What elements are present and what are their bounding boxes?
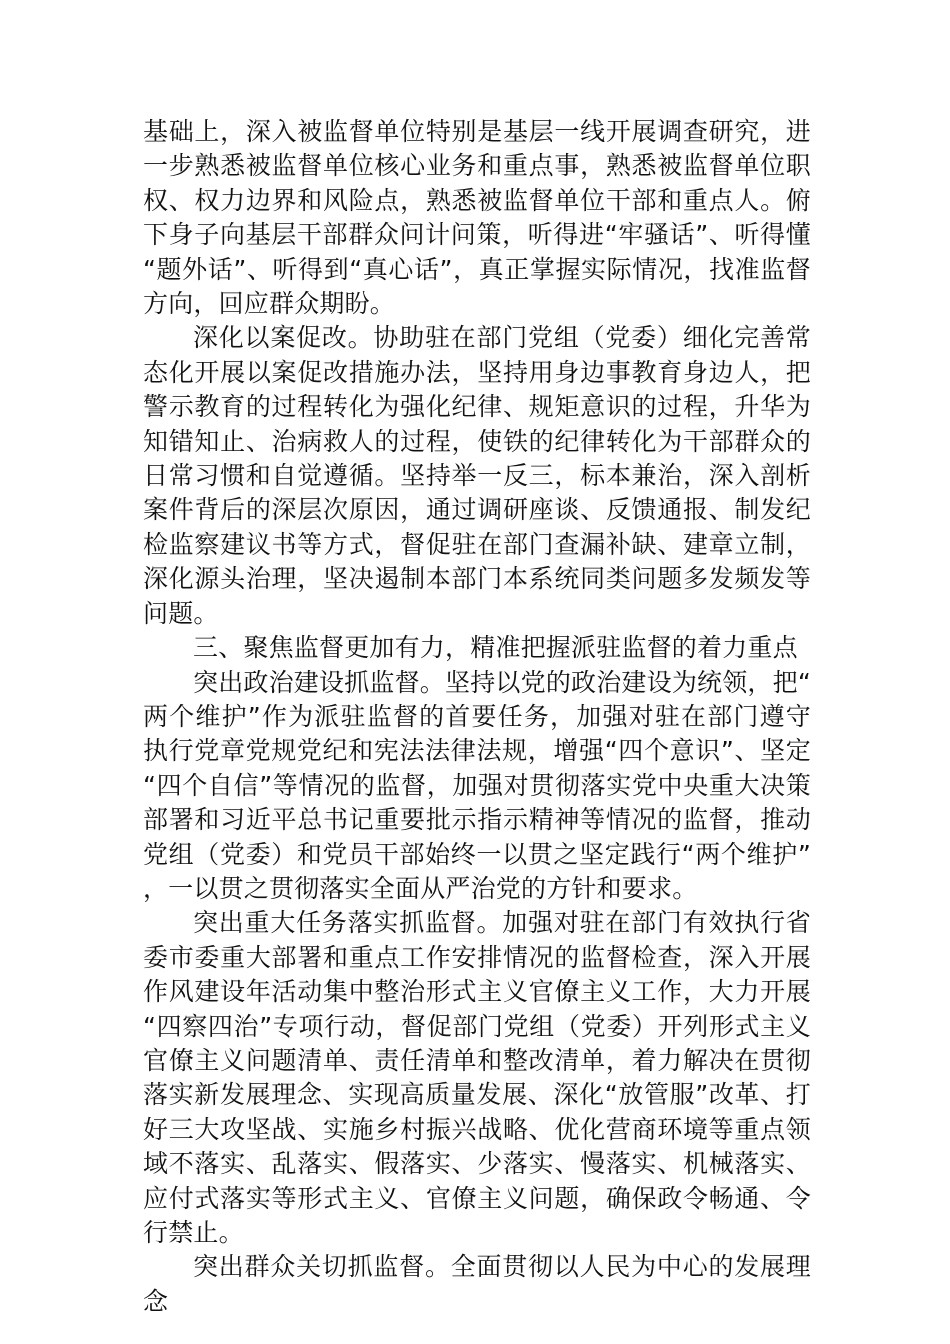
paragraph-continuation: 基础上，深入被监督单位特别是基层一线开展调查研究，进一步熟悉被监督单位核心业务和重点事，熟悉被监督单位职权、权力边界和风险点，熟悉被监督单位干部和重点人。俯下身子向基层干部群众问计问策，听得进“牢骚话”、听得懂“题外话”、听得到“真心话”，真正掌握实际情况，找准监督方向，回应群众期盼。 — [143, 117, 811, 319]
document-body — [143, 115, 811, 1319]
paragraph-major-tasks: 突出重大任务落实抓监督。加强对驻在部门有效执行省委市委重大部署和重点工作安排情况的监督检查，深入开展作风建设年活动集中整治形式主义官僚主义工作，大力开展“四察四治”专项行动，督促部门党组（党委）开列形式主义官僚主义问题清单、责任清单和整改清单，着力解决在贯彻落实新发展理念、实现高质量发展、深化“放管服”改革、打好三大攻坚战、实施乡村振兴战略、优化营商环境等重点领域不落实、乱落实、假落实、少落实、慢落实、机械落实、应付式落实等形式主义、官僚主义问题，确保政令畅通、令行禁止。 — [143, 908, 811, 1247]
paragraph-public-concerns: 突出群众关切抓监督。全面贯彻以人民为中心的发展理念 — [143, 1252, 811, 1316]
paragraph-political-construction: 突出政治建设抓监督。坚持以党的政治建设为统领，把“两个维护”作为派驻监督的首要任务，加强对驻在部门遵守执行党章党规党纪和宪法法律法规，增强“四个意识”、坚定“四个自信”等情况的监督，加强对贯彻落实党中央重大决策部署和习近平总书记重要批示指示精神等情况的监督，推动党组（党委）和党员干部始终一以贯之坚定践行“两个维护”，一以贯之贯彻落实全面从严治党的方针和要求。 — [143, 667, 811, 903]
section-heading-three: 三、聚焦监督更加有力，精准把握派驻监督的着力重点 — [193, 633, 798, 663]
paragraph-deepen-case-reform: 深化以案促改。协助驻在部门党组（党委）细化完善常态化开展以案促改措施办法，坚持用身边事教育身边人，把警示教育的过程转化为强化纪律、规矩意识的过程，升华为知错知止、治病救人的过程，使铁的纪律转化为干部群众的日常习惯和自觉遵循。坚持举一反三，标本兼治，深入剖析案件背后的深层次原因，通过调研座谈、反馈通报、制发纪检监察建议书等方式，督促驻在部门查漏补缺、建章立制，深化源头治理，坚决遏制本部门本系统同类问题多发频发等问题。 — [143, 323, 811, 628]
